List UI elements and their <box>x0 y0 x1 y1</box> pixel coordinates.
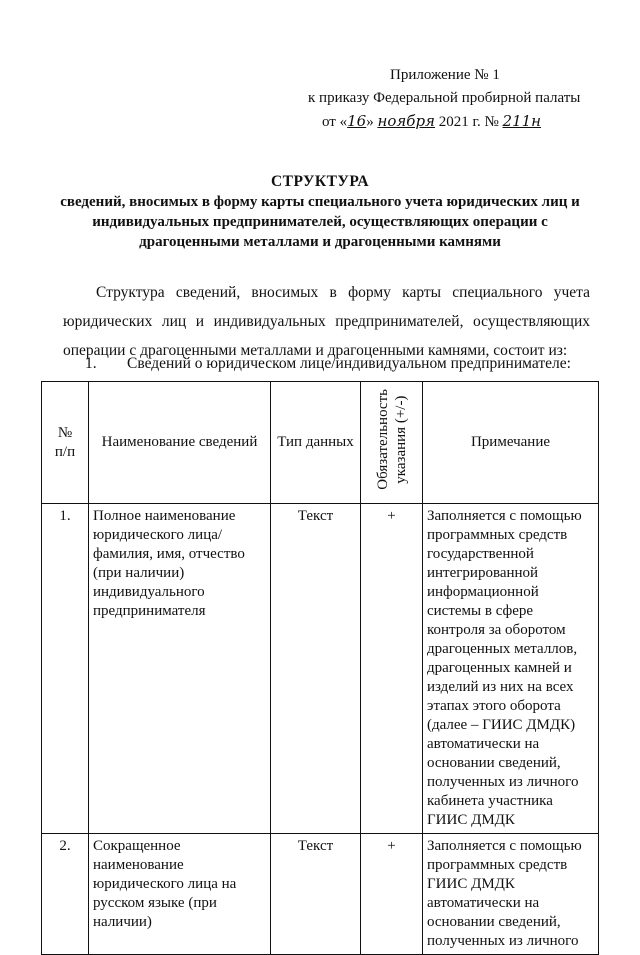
title-line-2: индивидуальных предпринимателей, осуществляющих операции с <box>92 214 548 230</box>
handwritten-month: ноября <box>377 112 435 130</box>
title-line-3: драгоценными металлами и драгоценными камнями <box>139 234 501 250</box>
cell-num: 1. <box>42 504 89 834</box>
list-item-text: Сведений о юридическом лице/индивидуальном предпринимателе: <box>127 355 571 372</box>
handwritten-order-number: 211н <box>502 112 542 130</box>
cell-required: + <box>361 834 423 955</box>
data-structure-table <box>41 381 599 955</box>
title-heading: СТРУКТУРА <box>270 173 370 190</box>
table-row <box>42 504 599 834</box>
cell-type: Текст <box>271 834 361 955</box>
intro-text: Структура сведений, вносимых в форму карты специального учета юридических лиц и индивидуальных предпринимателей, осуществляющих операции с драгоценными металлами и драгоценными камнями, состоит из: <box>63 284 590 359</box>
cell-note: Заполняется с помощью программных средств ГИИС ДМДК автоматически на основании сведений, полученных из личного <box>423 834 599 955</box>
cell-type: Текст <box>271 504 361 834</box>
header-note: Примечание <box>423 382 599 504</box>
handwritten-day: 16 <box>347 112 367 130</box>
title-line-1: сведений, вносимых в форму карты специального учета юридических лиц и <box>60 194 580 210</box>
list-item <box>85 355 571 373</box>
appendix-order-ref: к приказу Федеральной пробирной палаты <box>308 90 581 106</box>
header-required <box>361 382 423 504</box>
date-prefix: от « <box>322 114 348 130</box>
cell-note: Заполняется с помощью программных средств государственной интегрированной информационной системы в сфере контроля за оборотом драгоценных металлов, драгоценных камней и изделий из них на всех этапах этого оборота (далее – ГИИС ДМДК) автоматически на основании сведений, полученных из личного кабинета участника ГИИС ДМДК <box>423 504 599 834</box>
appendix-title: Приложение № 1 <box>390 67 500 83</box>
appendix-header <box>300 64 600 134</box>
header-required-text: Обязательность указания (+/-) <box>374 389 409 490</box>
appendix-date-line <box>300 110 600 134</box>
table-row <box>42 834 599 955</box>
intro-paragraph <box>63 278 590 365</box>
cell-name: Полное наименование юридического лица/фамилия, имя, отчество (при наличии) индивидуального предпринимателя <box>89 504 271 834</box>
cell-num: 2. <box>42 834 89 955</box>
cell-required: + <box>361 504 423 834</box>
header-name: Наименование сведений <box>89 382 271 504</box>
table-header-row <box>42 382 599 504</box>
date-quote-close: » <box>366 114 374 130</box>
list-item-number: 1. <box>85 355 97 372</box>
date-year: 2021 г. № <box>438 114 499 130</box>
header-type: Тип данных <box>271 382 361 504</box>
cell-name: Сокращенное наименование юридического лица на русском языке (при наличии) <box>89 834 271 955</box>
header-num: № п/п <box>42 382 89 504</box>
document-title <box>40 172 600 252</box>
